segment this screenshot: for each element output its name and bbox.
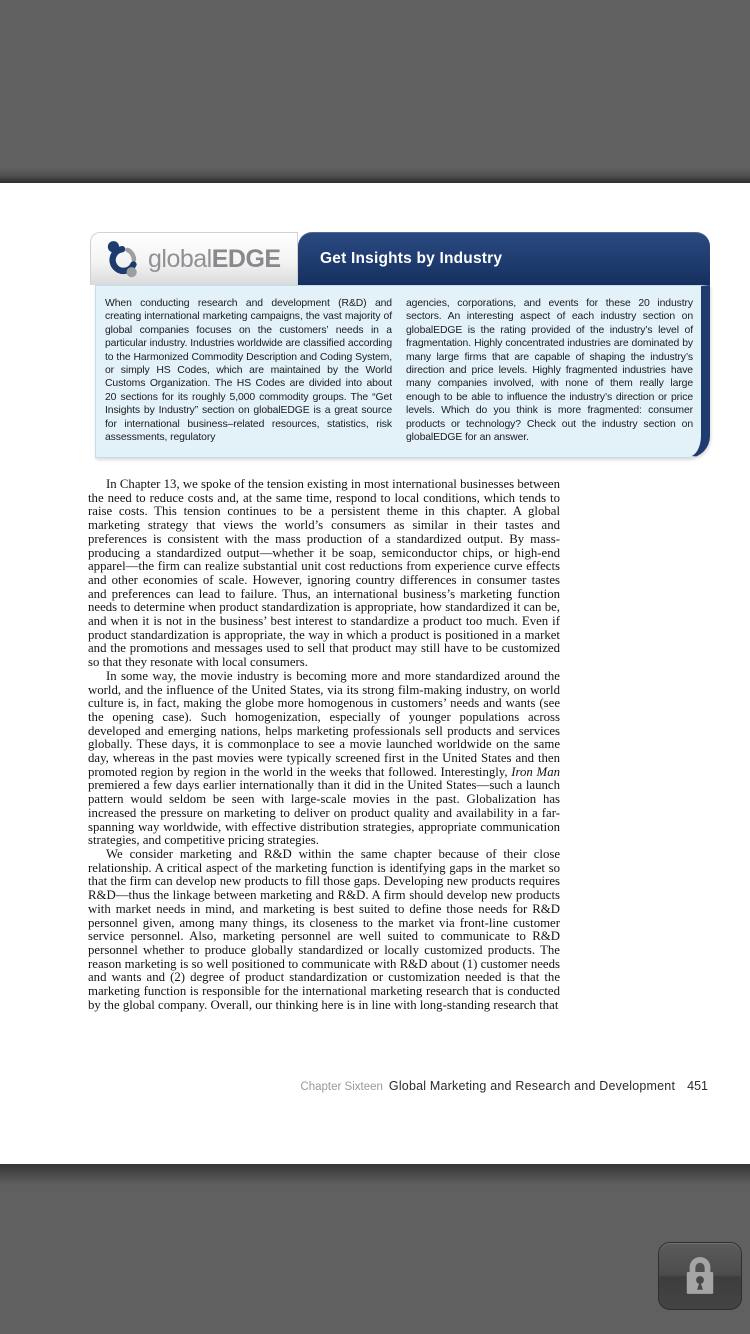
feature-banner: [298, 232, 710, 285]
feature-banner-title: Get Insights by Industry: [320, 249, 503, 267]
logo-text-global: global: [148, 244, 212, 273]
feature-box-content: [95, 285, 710, 458]
feature-column-right: agencies, corporations, and events for these 20 industry sectors. An interesting aspect of each industry section on globalEDGE is the rating provided of the industry’s level of fragmentation. Highly concentrated industries are dominated by many large firms that are capable of shaping the industry’s direction and price levels. Highly fragmented industries have many companies involved, with none of them really large enough to be able to influence the industry’s direction or price levels. Which do you think is more fragmented: consumer products or technology? Check out the industry section on globalEDGE for an answer.: [406, 298, 693, 444]
chapter-title: Global Marketing and Research and Development: [388, 1079, 676, 1093]
document-page: [0, 183, 750, 1164]
body-paragraph-1: In Chapter 13, we spoke of the tension existing in most international businesses between the need to reduce costs and, at the same time, respond to local conditions, which tends to raise costs. This tension continues to be a persistent theme in this chapter. A global marketing strategy that views the world’s consumers as similar in their tastes and preferences is consistent with the mass production of a standardized output. By mass-producing a standardized output—whether it be soap, semiconductor chips, or high-end apparel—the firm can realize substantial unit cost reductions from experience curve effects and other economies of scale. However, ignoring country differences in consumer tastes and preferences can lead to failure. Thus, an international business’s marketing function needs to determine when product standardization is appropriate, how standardized it can be, and when it is not in the business’ best interest to standardize a product too much. Even if product standardization is appropriate, the way in which a product is positioned in a market and the promotions and messages used to sell that product may still have to be customized so that they resonate with local consumers.: [88, 477, 560, 670]
chapter-label: Chapter Sixteen: [300, 1081, 383, 1093]
paragraph2-italic-title: Iron Man: [511, 764, 560, 779]
page-footer: [0, 1079, 708, 1093]
globe-icon: [103, 238, 143, 280]
page-top-shadow: [0, 167, 750, 183]
paragraph2-text-start: In some way, the movie industry is becoming more and more standardized around the world, and the influence of the United States, via its strong film-making industry, on world culture is, in fact, making the globe more homogenous in customers’ needs and wants (see the opening case). Such homogenization, especially of younger populations across developed and emerging nations, helps marketing professionals sell products and services globally. These days, it is commonplace to see a movie launched worldwide on the same day, whereas in the past movies were typically screened first in the United States and then promoted region by region in the world in the weeks that followed. Interestingly,: [88, 668, 560, 779]
lock-icon: [677, 1253, 723, 1299]
globaledge-feature-header: [90, 232, 710, 285]
page-number: 451: [687, 1079, 708, 1093]
globaledge-logo: [90, 232, 298, 285]
feature-column-left: When conducting research and development (R&D) and creating international marketing campaigns, the vast majority of global companies focuses on the customers’ needs in a particular industry. Industries worldwide are classified according to the Harmonized Commodity Description and Coding System, or simply HS Codes, which are maintained by the World Customs Organization. The HS Codes are divided into about 20 sections for its roughly 5,000 commodity groups. The “Get Insights by Industry” section on globalEDGE is a great source for international business–related resources, statistics, risk assessments, regulatory: [105, 298, 392, 444]
logo-text-edge: EDGE: [211, 244, 281, 273]
body-paragraph-3: We consider marketing and R&D within the same chapter because of their close relationship. A critical aspect of the marketing function is identifying gaps in the market so that the firm can develop new products to fill those gaps. Developing new products requires R&D—thus the linkage between marketing and R&D. A firm should develop new products with market needs in mind, and marketing is best suited to define those needs for R&D personnel given, among many things, its closeness to the market via front-line customer service personnel. Also, marketing personnel are well suited to communicate to R&D personnel whether to produce globally standardized or locally customized products. The reason marketing is so well positioned to communicate with R&D about (1) customer needs and wants and (2) degree of product standardization or customization needed is that the marketing function is responsible for the international marketing research that is conducted by the global company. Overall, our thinking here is in line with long-standing research that: [88, 846, 560, 1012]
body-paragraph-2: [88, 670, 560, 848]
paragraph2-text-end: premiered a few days earlier internationally than it did in the United States—such a launch pattern would seldom be seen with large-scale movies in the past. Globalization has increased the pressure on marketing to deliver on product quality and availability in a far-spanning way worldwide, with effective distribution strategies, appropriate communication strategies, and competitive pricing strategies.: [88, 778, 560, 848]
page-bottom-shadow: [0, 1164, 750, 1186]
logo-wordmark: [148, 244, 281, 273]
rotation-lock-button[interactable]: [658, 1242, 742, 1310]
chapter-body-text: [88, 478, 560, 1012]
